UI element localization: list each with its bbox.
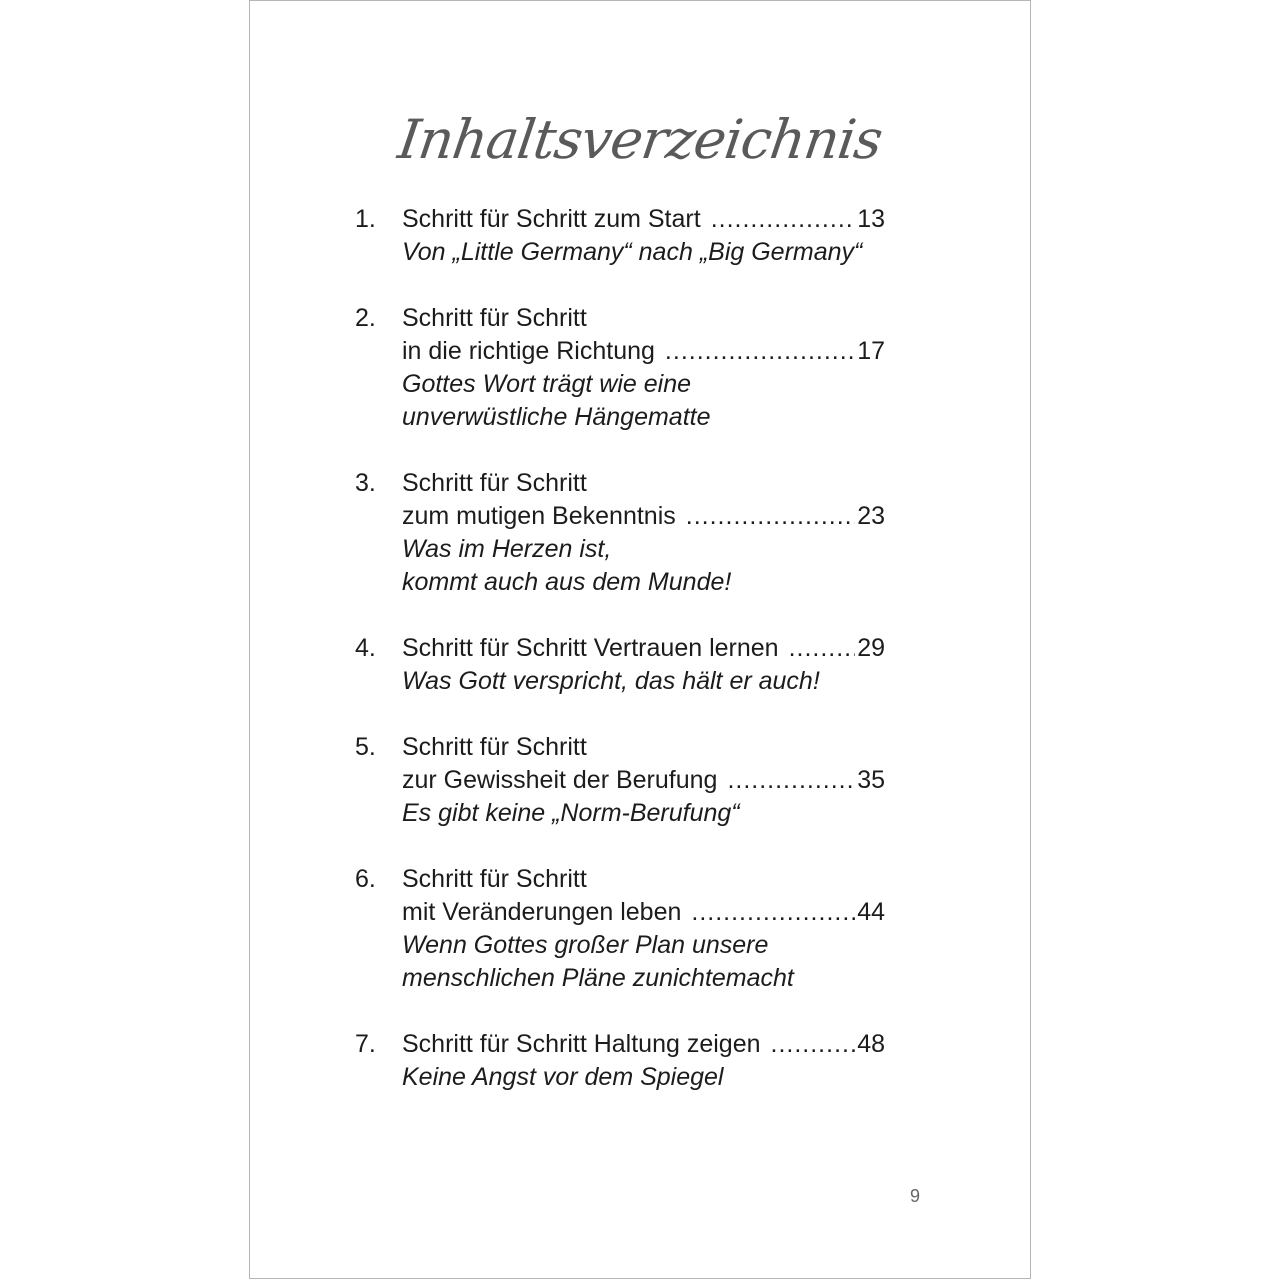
toc-entry-4[interactable] <box>355 632 885 698</box>
chapter-title: Schritt für Schritt <box>402 469 587 497</box>
chapter-number: 1. <box>355 205 376 233</box>
dot-leader <box>686 500 855 533</box>
chapter-page-number: 29 <box>857 634 885 662</box>
toc-entry-2[interactable] <box>355 302 885 434</box>
chapter-number: 6. <box>355 865 376 893</box>
chapter-number: 3. <box>355 469 376 497</box>
chapter-title-line <box>355 335 885 368</box>
toc-entry-1[interactable] <box>355 203 885 269</box>
chapter-subtitle-cont: unverwüstliche Hängematte <box>402 403 711 431</box>
toc-entry-3[interactable] <box>355 467 885 599</box>
chapter-page-number: 17 <box>857 337 885 365</box>
chapter-number: 4. <box>355 634 376 662</box>
chapter-title-line <box>355 764 885 797</box>
chapter-title-line <box>355 632 885 665</box>
chapter-number: 7. <box>355 1030 376 1058</box>
chapter-number: 5. <box>355 733 376 761</box>
chapter-subtitle: Keine Angst vor dem Spiegel <box>402 1063 724 1091</box>
chapter-page-number: 35 <box>857 766 885 794</box>
chapter-title: Schritt für Schritt <box>402 865 587 893</box>
chapter-title: Schritt für Schritt <box>402 733 587 761</box>
chapter-page-number: 23 <box>857 502 885 530</box>
chapter-title-line <box>355 467 885 500</box>
toc-entry-5[interactable] <box>355 731 885 830</box>
table-of-contents <box>355 203 885 1127</box>
chapter-title: Schritt für Schritt Vertrauen lernen <box>402 634 779 662</box>
chapter-title-line <box>355 500 885 533</box>
chapter-page-number: 44 <box>857 898 885 926</box>
dot-leader <box>771 1028 856 1061</box>
dot-leader <box>727 764 855 797</box>
page-title: Inhaltsverzeichnis <box>394 108 886 171</box>
chapter-title: Schritt für Schritt zum Start <box>402 205 701 233</box>
chapter-title: Schritt für Schritt <box>402 304 587 332</box>
chapter-subtitle: Es gibt keine „Norm-Berufung“ <box>402 799 740 827</box>
book-page <box>249 0 1031 1279</box>
toc-entry-7[interactable] <box>355 1028 885 1094</box>
chapter-title-line <box>355 203 885 236</box>
chapter-page-number: 13 <box>857 205 885 233</box>
chapter-subtitle: Wenn Gottes großer Plan unsere <box>402 931 769 959</box>
chapter-title-cont: in die richtige Richtung <box>402 337 655 365</box>
chapter-number: 2. <box>355 304 376 332</box>
chapter-page-number: 48 <box>857 1030 885 1058</box>
page-number: 9 <box>910 1186 921 1206</box>
dot-leader <box>691 896 855 929</box>
chapter-title-line <box>355 896 885 929</box>
chapter-subtitle: Was im Herzen ist, <box>402 535 612 563</box>
chapter-title: Schritt für Schritt Haltung zeigen <box>402 1030 761 1058</box>
chapter-title-cont: zum mutigen Bekenntnis <box>402 502 676 530</box>
chapter-subtitle-cont: menschlichen Pläne zunichtemacht <box>402 964 794 992</box>
chapter-title-line <box>355 863 885 896</box>
dot-leader <box>789 632 856 665</box>
chapter-title-cont: zur Gewissheit der Berufung <box>402 766 718 794</box>
chapter-subtitle-cont: kommt auch aus dem Munde! <box>402 568 732 596</box>
dot-leader <box>665 335 855 368</box>
toc-entry-6[interactable] <box>355 863 885 995</box>
chapter-subtitle: Von „Little Germany“ nach „Big Germany“ <box>402 238 863 266</box>
chapter-title-line <box>355 731 885 764</box>
dot-leader <box>711 203 856 236</box>
chapter-title-line <box>355 302 885 335</box>
chapter-subtitle: Gottes Wort trägt wie eine <box>402 370 692 398</box>
chapter-subtitle: Was Gott verspricht, das hält er auch! <box>402 667 820 695</box>
chapter-title-cont: mit Veränderungen leben <box>402 898 682 926</box>
chapter-title-line <box>355 1028 885 1061</box>
